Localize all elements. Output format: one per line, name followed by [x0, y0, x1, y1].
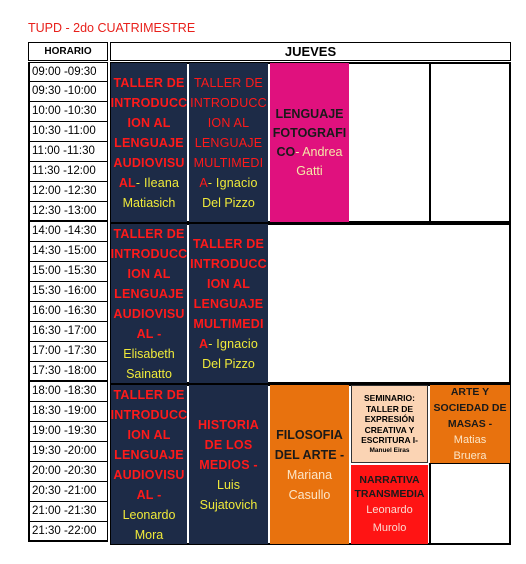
teacher-name: Mariana Casullo	[286, 467, 333, 502]
class-title: TALLER DE INTRODUCC ION AL LENGUAJE AUDIOVISU AL -	[111, 387, 187, 502]
class-narrativa-transmedia[interactable]	[351, 465, 428, 544]
class-title: TALLER DE INTRODUCC ION AL LENGUAJE AUDIOVISU AL -	[111, 226, 187, 341]
time-slot: 21:30 -22:00	[28, 522, 108, 542]
time-slot: 12:00 -12:30	[28, 182, 108, 202]
class-taller-multimedia-afternoon[interactable]	[189, 224, 268, 383]
teacher-name: Ignacio	[215, 175, 258, 190]
teacher-name: Del Pizzo	[202, 356, 255, 371]
page-title: TUPD - 2do CUATRIMESTRE	[28, 21, 196, 35]
class-title: ARTE Y SOCIEDAD DE MASAS -	[433, 386, 507, 430]
class-title: TALLER DE INTRODUCC ION AL LENGUAJE MULTIMEDI A- Ignacio	[190, 236, 267, 351]
time-slot: 16:00 -16:30	[28, 302, 108, 322]
divider-line	[429, 63, 431, 222]
time-slot: 17:00 -17:30	[28, 342, 108, 362]
time-slot: 17:30 -18:00	[28, 362, 108, 382]
class-title: NARRATIVA TRANSMEDIA	[354, 473, 425, 500]
time-column	[28, 62, 108, 542]
time-slot: 20:00 -20:30	[28, 462, 108, 482]
time-slot: 18:00 -18:30	[28, 382, 108, 402]
time-slot: 10:00 -10:30	[28, 102, 108, 122]
horario-header: HORARIO	[28, 42, 108, 61]
teacher-name: Ileana	[143, 175, 180, 190]
time-slot: 15:30 -16:00	[28, 282, 108, 302]
class-historia-medios[interactable]	[189, 385, 268, 544]
class-title: FILOSOFIA DEL ARTE -	[274, 427, 345, 462]
divider-line	[429, 463, 431, 544]
time-slot: 11:30 -12:00	[28, 162, 108, 182]
time-slot: 19:00 -19:30	[28, 422, 108, 442]
class-taller-audiovisual-evening[interactable]	[111, 385, 187, 544]
teacher-name: Ignacio	[216, 336, 258, 351]
teacher-name: Luis Sujatovich	[199, 477, 258, 512]
time-slot: 20:30 -21:00	[28, 482, 108, 502]
teacher-name: Leonardo Mora	[122, 507, 176, 542]
time-slot: 10:30 -11:00	[28, 122, 108, 142]
divider-line	[430, 463, 510, 464]
teacher-name: Elisabeth Sainatto	[123, 346, 175, 381]
teacher-name: Manuel Eiras	[369, 446, 410, 454]
class-title: TALLER DE INTRODUCC ION AL LENGUAJE MULTIMEDI A- Ignacio	[190, 75, 267, 190]
teacher-name: Matiasich	[122, 195, 176, 210]
class-filosofia-arte[interactable]	[270, 385, 349, 544]
time-slot: 09:00 -09:30	[28, 62, 108, 82]
teacher-name: Del Pizzo	[202, 195, 255, 210]
teacher-name: Andrea	[302, 144, 343, 159]
class-taller-audiovisual-morning[interactable]	[111, 63, 187, 222]
time-slot: 15:00 -15:30	[28, 262, 108, 282]
day-header: JUEVES	[110, 42, 511, 61]
time-slot: 11:00 -11:30	[28, 142, 108, 162]
teacher-name: Matias Bruera	[453, 434, 487, 462]
time-slot: 14:30 -15:00	[28, 242, 108, 262]
class-title: LENGUAJE FOTOGRAFI CO- Andrea Gatti	[273, 105, 346, 181]
time-slot: 09:30 -10:00	[28, 82, 108, 102]
teacher-name: Leonardo Murolo	[366, 503, 413, 534]
time-slot: 19:30 -20:00	[28, 442, 108, 462]
class-taller-audiovisual-afternoon[interactable]	[111, 224, 187, 383]
time-slot: 14:00 -14:30	[28, 222, 108, 242]
class-title: TALLER DE INTRODUCC ION AL LENGUAJE AUDIOVISU AL- Ileana	[111, 75, 187, 190]
class-title: SEMINARIO: TALLER DE EXPRESIÓN CREATIVA Y ESCRITURA I-	[361, 393, 418, 446]
teacher-name: Gatti	[296, 163, 323, 178]
class-title: HISTORIA DE LOS MEDIOS -	[197, 417, 260, 472]
class-taller-multimedia-morning[interactable]	[189, 63, 268, 222]
time-slot: 12:30 -13:00	[28, 202, 108, 222]
time-slot: 18:30 -19:00	[28, 402, 108, 422]
class-lenguaje-fotografico[interactable]	[270, 63, 349, 222]
class-seminario-escritura[interactable]	[351, 385, 428, 463]
class-arte-sociedad-masas[interactable]	[430, 385, 510, 463]
time-slot: 16:30 -17:00	[28, 322, 108, 342]
time-slot: 21:00 -21:30	[28, 502, 108, 522]
